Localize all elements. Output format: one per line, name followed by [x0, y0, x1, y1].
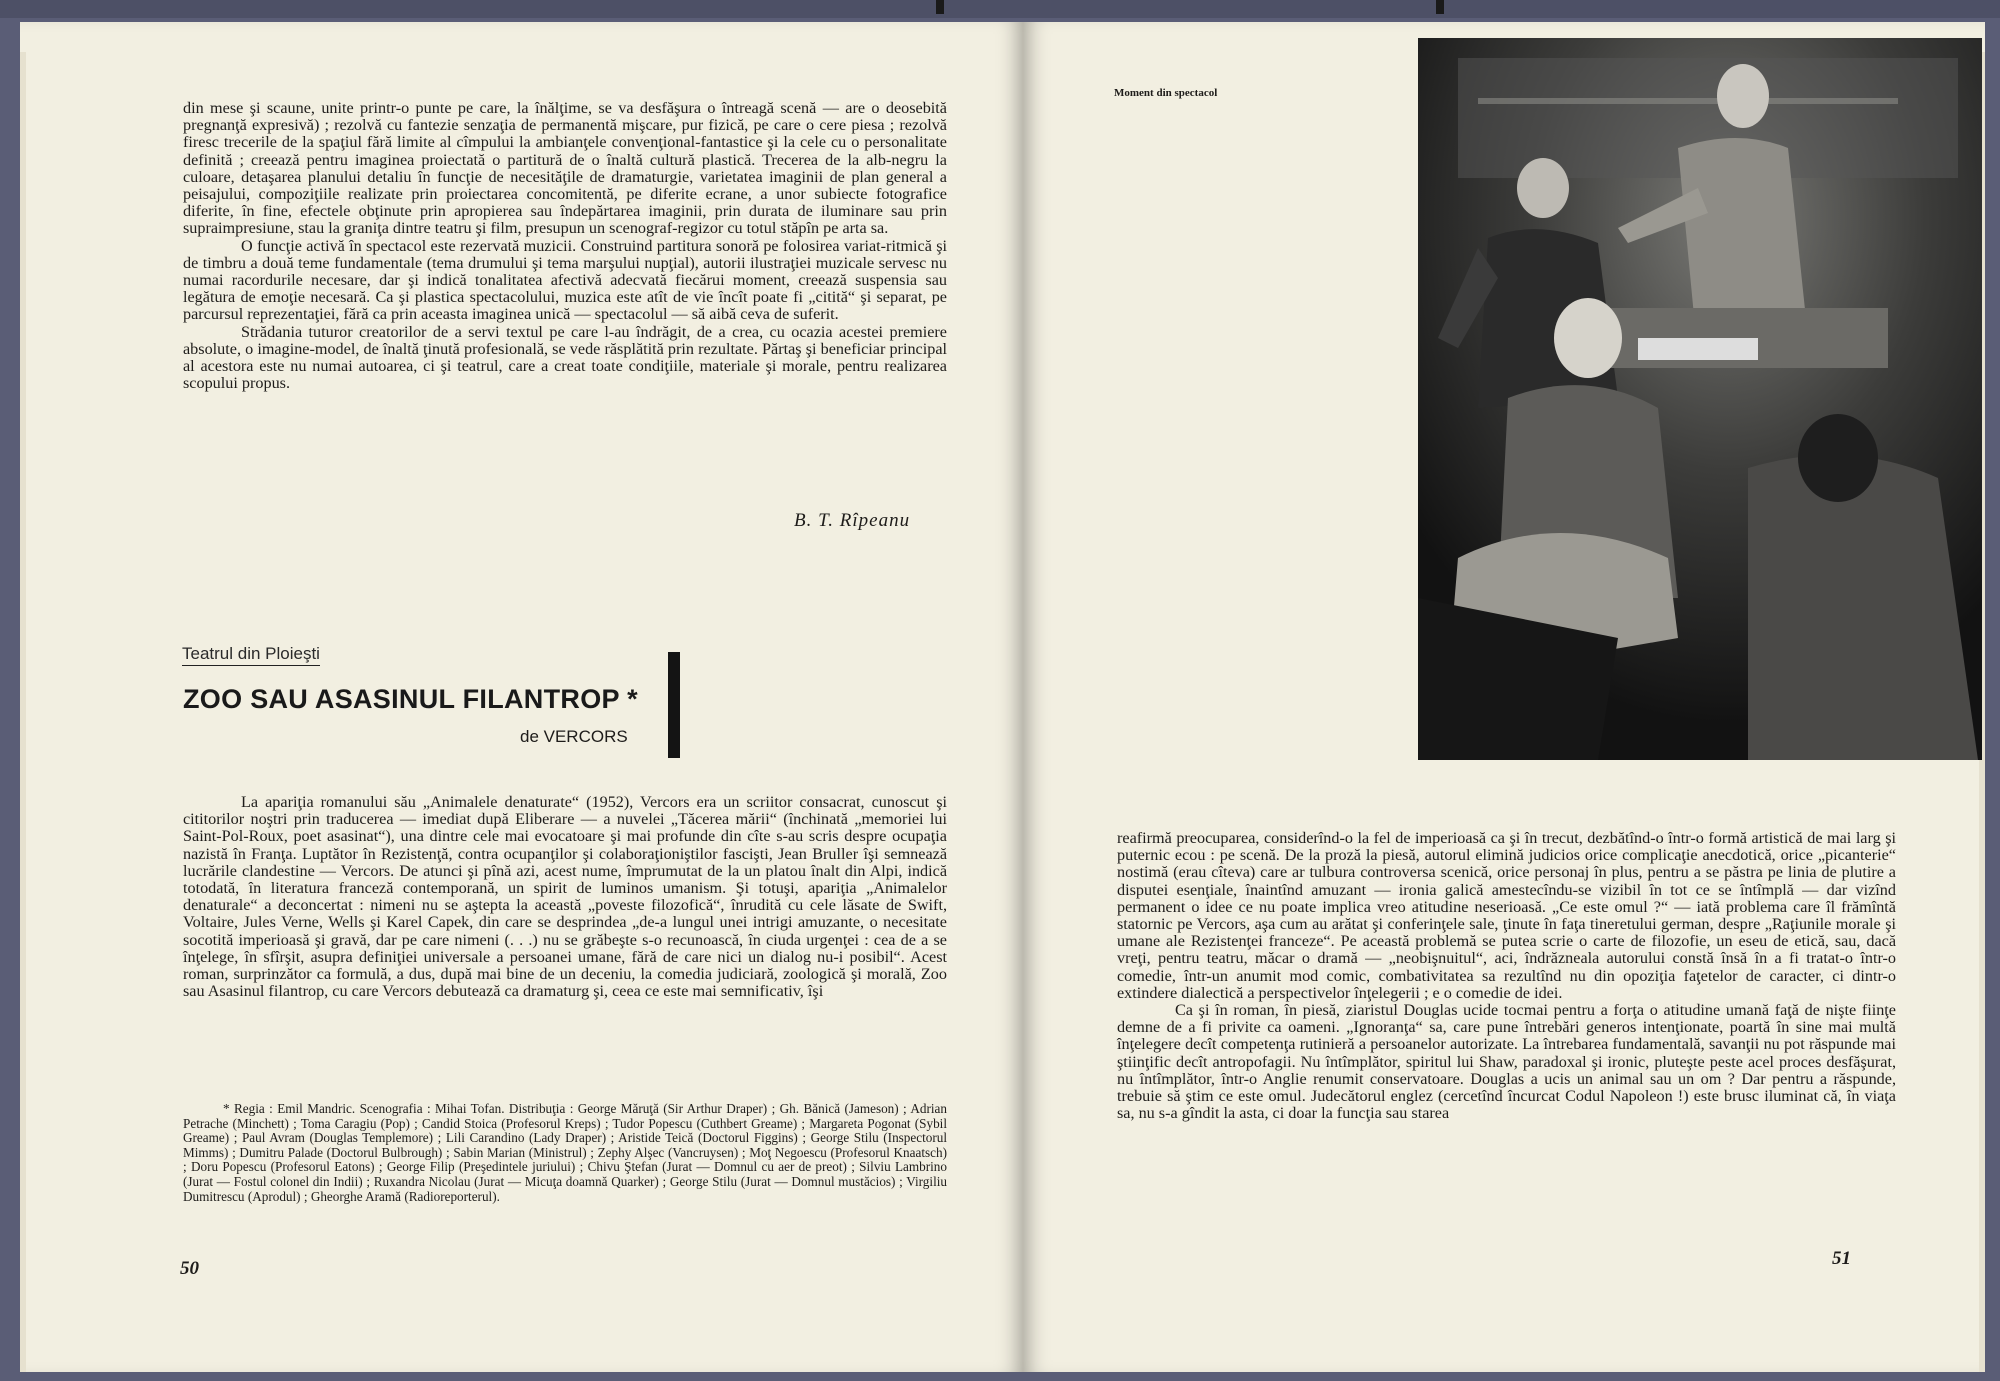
signature: B. T. Rîpeanu: [794, 510, 911, 531]
binding-tab: [1436, 0, 1444, 14]
page-edge: [20, 52, 26, 1372]
paragraph: din mese şi scaune, unite printr-o punte pe care, la înălţime, se va desfăşura o întreagă scenă — are o deosebită pregnanţă expresivă) ; rezolvă cu fantezie senzaţia de permanentă mişcare, pur fizică, pe care o cere piesa ; rezolvă firesc trecerile de la spaţiul fără limite al cîmpului la ambianţele convenţional-fantastice şi la cele cu o personalitate definită ; creează pentru imaginea proiectată o partitură de o înaltă cultură plastică. Trecerea de la alb-negru la culoare, detaşarea planului detaliu în funcţie de necesităţile de dramaturgie, varietatea imaginii de plan general a peisajului, compoziţiile realizate prin proiectarea concomitentă, pe diferite ecrane, a unor subiecte fotografice diferite, în fine, efectele obţinute prin apropierea sau îndepărtarea imaginii, prin durata de iluminare sau prin supraimpresiune, stau la graniţa dintre teatru şi film, presupun un scenograf-regizor cu totul stăpîn pe arta sa.: [183, 99, 947, 238]
continuation-text: [183, 100, 947, 392]
article-intro: [183, 794, 947, 1000]
article-continuation: [1117, 830, 1896, 1122]
photo-caption: Moment din spectacol: [1114, 87, 1218, 99]
theatre-label: Teatrul din Ploieşti: [182, 644, 320, 666]
paragraph: reafirmă preocuparea, considerînd-o la fel de imperioasă ca şi în trecut, dezbătînd-o într-o formă artistică de mai larg şi puternic ecou : pe scenă. De la proză la piesă, autorul elimină judicios orice complicaţie anecdotică, orice „picanterie“ nostimă (erau cîteva) care ar tulbura controversa scenică, orice personaj în plus, pentru a se păstra pe linia de plutire a disputei esenţiale, înaintînd amuzant — ironia galică amestecîndu-se vizibil în tot ce se întîmplă — dar vizînd permanent o idee ce nu poate implica vreo atitudine neserioasă. „Ce este omul ?“ — iată problema care îl frămîntă statornic pe Vercors, aşa cum au arătat şi conferinţele sale, ţinute în faţa tineretului german, despre „Raţiunile morale şi umane ale Rezistenţei franceze“. Pe această problemă se putea scrie o carte de filozofie, un eseu de etică, sau, dacă vreţi, pentru teatru, măcar o dramă — „neobişnuitul“, aci, îndrăzneala autorului constă însă în a fi tratat-o într-o comedie, într-un anumit mod comic, combativitatea sa rezultînd nu din opoziţia faţetelor de caracter, ci dintr-o extindere dialectică a perspectivelor înţelegerii ; e o comedie de idei.: [1117, 829, 1896, 1002]
paragraph: Strădania tuturor creatorilor de a servi textul pe care l-au îndrăgit, de a crea, cu ocazia acestei premiere absolute, o imagine-model, de înaltă ţinută profesională, se vede răsplătită prin rezultate. Părtaş şi beneficiar principal al acestora este nu numai autoarea, ci şi teatrul, care a creat toate condiţiile, materiale şi morale, pentru realizarea scopului propus.: [183, 322, 947, 393]
footnote: [183, 1102, 947, 1204]
paragraph: La apariţia romanului său „Animalele denaturate“ (1952), Vercors era un scriitor consacrat, cunoscut şi cititorilor noştri prin traducerea — imediat după Eliberare — a nuvelei „Tăcerea mării“ (închinată „memoriei lui Saint-Pol-Roux, poet asasinat“), una dintre cele mai evocatoare şi mai profunde din cîte s-au scris despre ocupaţia nazistă în Franţa. Luptător în Rezistenţă, contra ocupanţilor şi colaboraţioniştilor fascişti, Jean Bruller îşi semnează lucrările clandestine — Vercors. De atunci şi pînă azi, acest nume, împrumutat de la un platou înalt din Alpi, indică totodată, în literatura franceză contemporană, un spirit de luminos umanism. Şi totuşi, apariţia „Animalelor denaturale“ a deconcertat : nimeni nu se aştepta la această „poveste filozofică“, înrudită cu cele lăsate de Swift, Voltaire, Jules Verne, Wells şi Karel Capek, din care se desprindea „de-a lungul unei intrigi amuzante, o necesitate socotită imperioasă şi gravă, dar pe care nimeni (. . .) nu se grăbeşte s-o recunoască, în ciuda urgenţei : cea de a se înţelege, în sfîrşit, asupra definiţiei universale a persoanei umane, fără de care nici un dialog nu-i posibil“. Acest roman, surprinzător ca formulă, a dus, după mai bine de un deceniu, la comedia judiciară, zoologică şi morală, Zoo sau Asasinul filantrop, cu care Vercors debutează ca dramaturg şi, ceea ce este mai semnificativ, îşi: [183, 793, 947, 1001]
page-number: 50: [180, 1258, 199, 1279]
paragraph: Ca şi în roman, în piesă, ziaristul Douglas ucide tocmai pentru a forţa o atitudine umană faţă de nişte fiinţe demne de a fi privite ca oameni. „Ignoranţa“ sa, care pune întrebări generos intenţionate, poartă în sine mai multă înţelegere decît competenţa rutinieră a persoanelor autorizate. La întrebarea fundamentală, savanţii nu pot răspunde mai ştiinţific decît antropofagii. Nu întîmplător, spiritul lui Shaw, paradoxal şi ironic, pluteşte peste acel proces desfăşurat, nu întîmplător, într-o Anglie renumit conservatoare. Douglas a ucis un animal sau un om ? Dar pentru a răspunde, trebuie să ştim ce este omul. Judecătorul englez (cercetînd încurcat Codul Napoleon !) este brusc iluminat că, în viaţa sa, nu s-a gîndit la asta, ci doar la funcţia sau starea: [1117, 1001, 1896, 1123]
title-rule: [668, 652, 680, 758]
left-page: [20, 22, 1023, 1372]
stage-scene-image: [1418, 38, 1982, 760]
article-author: de VERCORS: [520, 727, 628, 746]
footnote-text: * Regia : Emil Mandric. Scenografia : Mihai Tofan. Distribuţia : George Măruţă (Sir Arthur Draper) ; Gh. Bănică (Jameson) ; Adrian Petrache (Minchett) ; Toma Caragiu (Pop) ; Candid Stoica (Profesorul Kreps) ; Tudor Popescu (Cuthbert Greame) ; Margareta Pogonat (Sybil Greame) ; Paul Avram (Douglas Templemore) ; Lili Carandino (Lady Draper) ; Aristide Teică (Doctorul Figgins) ; George Stilu (Inspectorul Mimms) ; Dumitru Palade (Doctorul Bulbrough) ; Sabin Marian (Ministrul) ; Zephy Alşec (Vancruysen) ; Moţ Negoescu (Profesorul Knaatsch) ; Doru Popescu (Profesorul Eatons) ; George Filip (Preşedintele juriului) ; Chivu Ştefan (Jurat — Domnul cu aer de preot) ; Silviu Lambrino (Jurat — Fostul colonel din Indii) ; Ruxandra Nicolau (Jurat — Micuţa doamnă Quarker) ; George Stilu (Jurat — Domnul mustăcios) ; Virgiliu Dumitrescu (Aprodul) ; Gheorghe Aramă (Radioreporterul).: [183, 1101, 947, 1204]
production-photo: [1418, 38, 1982, 760]
page-number: 51: [1832, 1248, 1851, 1269]
article-title: ZOO SAU ASASINUL FILANTROP *: [183, 684, 638, 714]
binding-tab: [936, 0, 944, 14]
paragraph: O funcţie activă în spectacol este rezervată muzicii. Construind partitura sonoră pe folosirea variat-ritmică şi de timbru a două teme fundamentale (tema drumului şi tema marşului nupţial), autorii ilustraţiei muzicale servesc nu numai racordurile necesare, dar şi indică tonalitatea afectivă adecvată fiecărui moment, creează suspensia sau legătura de emoţie necesară. Ca şi plastica spectacolului, muzica este atît de vie încît poate fi „citită“ şi separat, pe parcursul reprezentaţiei, fără ca prin aceasta imaginea unică — spectacolul — să aibă ceva de suferit.: [183, 236, 947, 324]
